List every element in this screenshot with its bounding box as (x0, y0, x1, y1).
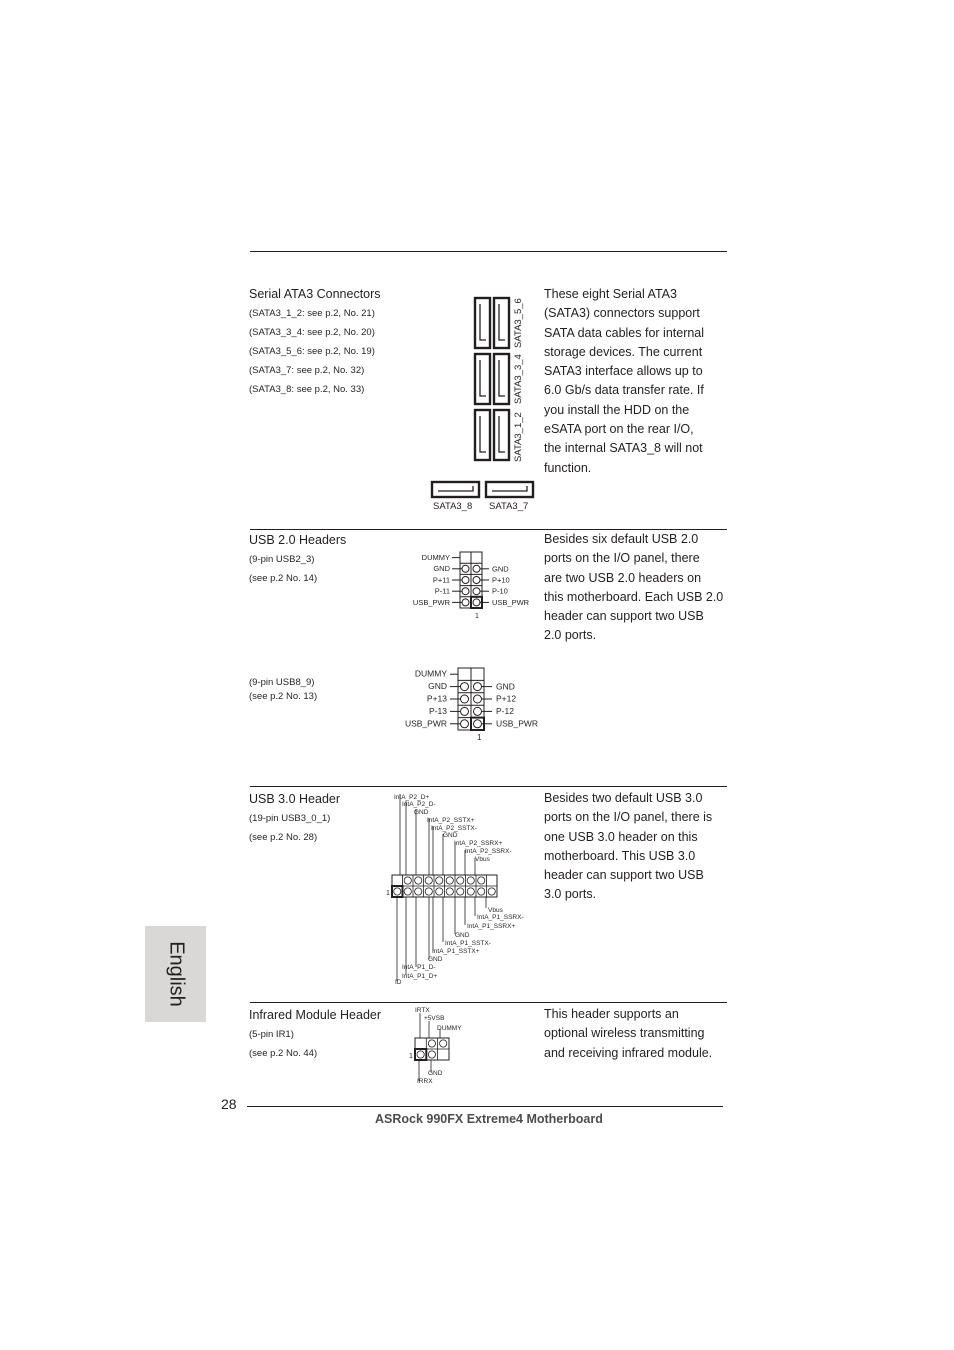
usb3-pin-label: IntA_P2_SSTX+ (427, 817, 475, 824)
usb3-desc-line: ports on the I/O panel, there is (544, 810, 713, 825)
usb2-3-pin1-marker: 1 (475, 613, 479, 620)
usb2-3-pin-label: GND (433, 564, 450, 573)
usb2-desc-line: 2.0 ports. (544, 628, 597, 643)
usb2-title: USB 2.0 Headers (249, 533, 347, 547)
sata-desc-line: SATA3 interface allows up to (544, 364, 703, 379)
usb3-title: USB 3.0 Header (249, 792, 341, 806)
usb3-pin-label: GND (455, 932, 470, 939)
usb3-desc-line: 3.0 ports. (544, 887, 597, 902)
usb8-9-pin-label: GND (428, 681, 447, 691)
usb2-3-pin-label: GND (492, 564, 509, 574)
usb2-3-pin-label: P-11 (434, 586, 450, 596)
sata-desc-line: the internal SATA3_8 will not (544, 441, 703, 456)
sata-desc-line: 6.0 Gb/s data transfer rate. If (544, 383, 704, 398)
language-tab-label: English (165, 941, 187, 1007)
ir-desc-line: optional wireless transmitting (544, 1026, 705, 1041)
usb3-pin1-marker: 1 (386, 890, 390, 897)
section-rule (250, 786, 727, 787)
ir-pinout-diagram (406, 1004, 476, 1088)
usb3-pin-label: IntA_P2_D- (402, 801, 436, 808)
usb8-9-pin-label: DUMMY (414, 668, 447, 679)
sata-desc-line: eSATA port on the rear I/O, (544, 422, 694, 437)
usb3-pin-label: IntA_P2_SSRX+ (454, 840, 503, 847)
usb8-9-pin1-marker: 1 (477, 733, 482, 742)
usb2-3-pin-label: DUMMY (421, 553, 450, 562)
sata-ref-1-2: (SATA3_1_2: see p.2, No. 21) (249, 308, 375, 319)
sata-desc-line: (SATA3) connectors support (544, 306, 700, 321)
usb3-desc-line: motherboard. This USB 3.0 (544, 848, 696, 863)
usb2-3-pin-label: P-10 (492, 586, 508, 596)
usb3-pin-label: IntA_P1_SSTX+ (432, 948, 480, 955)
usb3-pin-label: IntA_P1_SSRX- (477, 914, 524, 921)
sata-desc-line: function. (544, 460, 592, 475)
usb8-9-pin-label: GND (496, 681, 515, 692)
sata-desc-line: storage devices. The current (544, 344, 703, 359)
sata-desc-line: SATA data cables for internal (544, 325, 705, 340)
usb2-description (544, 530, 728, 646)
usb3-pin-label: ID (395, 979, 402, 986)
ir-pin-label: GND (428, 1070, 443, 1077)
usb8-9-pin-label: USB_PWR (496, 718, 539, 729)
sata-connector-5-6 (475, 298, 509, 348)
usb2-desc-line: header can support two USB (544, 609, 704, 624)
usb8-9-pin-label: P+12 (496, 693, 517, 704)
usb3-description (544, 789, 728, 905)
sata-label-8: SATA3_8 (433, 501, 473, 512)
sata-ref-3-4: (SATA3_3_4: see p.2, No. 20) (249, 327, 375, 338)
usb8-9-pinout-diagram (400, 664, 545, 744)
ir-pin-label: IRTX (415, 1007, 430, 1014)
top-rule (250, 251, 727, 252)
usb3-pin-label: Vbus (488, 907, 503, 914)
usb3-pin-label: IntA_P2_SSTX- (431, 825, 477, 832)
sata-label-7: SATA3_7 (489, 501, 529, 512)
sata-desc-line: These eight Serial ATA3 (544, 287, 677, 301)
usb3-ref: (see p.2 No. 28) (249, 832, 318, 843)
sata-connector-7 (486, 482, 533, 497)
product-name: ASRock 990FX Extreme4 Motherboard (375, 1112, 603, 1126)
usb3-desc-line: one USB 3.0 header on this (544, 829, 698, 844)
usb8-9-pin-label: P-13 (429, 706, 447, 716)
sata-description (544, 285, 728, 478)
usb3-pin-label: IntA_P2_SSRX- (465, 848, 512, 855)
usb2-pin-b: (9-pin USB8_9) (249, 677, 315, 688)
ir-ref: (see p.2 No. 44) (249, 1048, 318, 1059)
usb3-pin: (19-pin USB3_0_1) (249, 813, 331, 824)
usb3-pinout-diagram (385, 788, 535, 988)
usb2-pin-a: (9-pin USB2_3) (249, 554, 315, 565)
sata-label-5-6: SATA3_5_6 (513, 298, 524, 348)
usb3-pin-label: GND (428, 956, 443, 963)
usb3-pin-label: IntA_P1_D+ (402, 973, 438, 980)
usb3-pin-label: IntA_P1_D- (402, 964, 436, 971)
usb2-3-pin-label: P+10 (492, 575, 510, 585)
usb2-desc-line: Besides six default USB 2.0 (544, 532, 699, 546)
usb3-pin-label: Vbus (475, 856, 490, 863)
usb2-ref-b: (see p.2 No. 13) (249, 691, 318, 702)
usb2-desc-line: are two USB 2.0 headers on (544, 570, 702, 585)
ir-pin-label: DUMMY (437, 1025, 462, 1032)
usb3-pin-label: GND (443, 832, 458, 839)
sata-desc-line: you install the HDD on the (544, 402, 690, 417)
ir-desc-line: This header supports an (544, 1007, 679, 1021)
usb3-pin-label: IntA_P1_SSTX- (445, 940, 491, 947)
ir-pin: (5-pin IR1) (249, 1029, 294, 1040)
usb3-desc-line: Besides two default USB 3.0 (544, 791, 703, 805)
usb2-desc-line: ports on the I/O panel, there (544, 551, 700, 566)
usb2-desc-line: this motherboard. Each USB 2.0 (544, 589, 724, 604)
section-rule (250, 1002, 727, 1003)
ir-pin1-marker: 1 (409, 1053, 413, 1060)
usb3-pin-label: GND (414, 809, 429, 816)
usb2-ref-a: (see p.2 No. 14) (249, 573, 318, 584)
usb2-3-pin-label: P+11 (432, 575, 450, 585)
sata-ref-8: (SATA3_8: see p.2, No. 33) (249, 384, 365, 395)
footer-rule (247, 1106, 723, 1107)
sata-label-3-4: SATA3_3_4 (513, 354, 524, 404)
sata-ref-5-6: (SATA3_5_6: see p.2, No. 19) (249, 346, 375, 357)
sata-connectors-diagram (425, 292, 540, 514)
usb2-3-pin-label: USB_PWR (492, 598, 530, 607)
ir-pin-label: +5VSB (424, 1015, 445, 1022)
sata-connector-1-2 (475, 410, 509, 460)
usb3-desc-line: header can support two USB (544, 868, 704, 883)
usb8-9-pin-label: USB_PWR (404, 718, 447, 729)
sata-connector-3-4 (475, 354, 509, 404)
usb2-3-pinout-diagram (408, 550, 538, 620)
page-number: 28 (221, 1096, 237, 1112)
sata-title: Serial ATA3 Connectors (249, 287, 381, 301)
ir-title: Infrared Module Header (249, 1008, 382, 1022)
sata-label-1-2: SATA3_1_2 (513, 412, 524, 462)
usb3-pin-label: IntA_P2_D+ (394, 794, 430, 801)
ir-desc-line: and receiving infrared module. (544, 1045, 713, 1060)
sata-connector-8 (432, 482, 479, 497)
ir-description (544, 1005, 728, 1063)
usb8-9-pin-label: P+13 (426, 693, 447, 704)
usb2-3-pin-label: USB_PWR (412, 598, 450, 607)
sata-ref-7: (SATA3_7: see p.2, No. 32) (249, 365, 365, 376)
usb8-9-pin-label: P-12 (496, 706, 514, 716)
usb3-pin-label: IntA_P1_SSRX+ (467, 923, 516, 930)
language-tab (145, 926, 206, 1022)
ir-pin-label: IRRX (417, 1078, 433, 1085)
